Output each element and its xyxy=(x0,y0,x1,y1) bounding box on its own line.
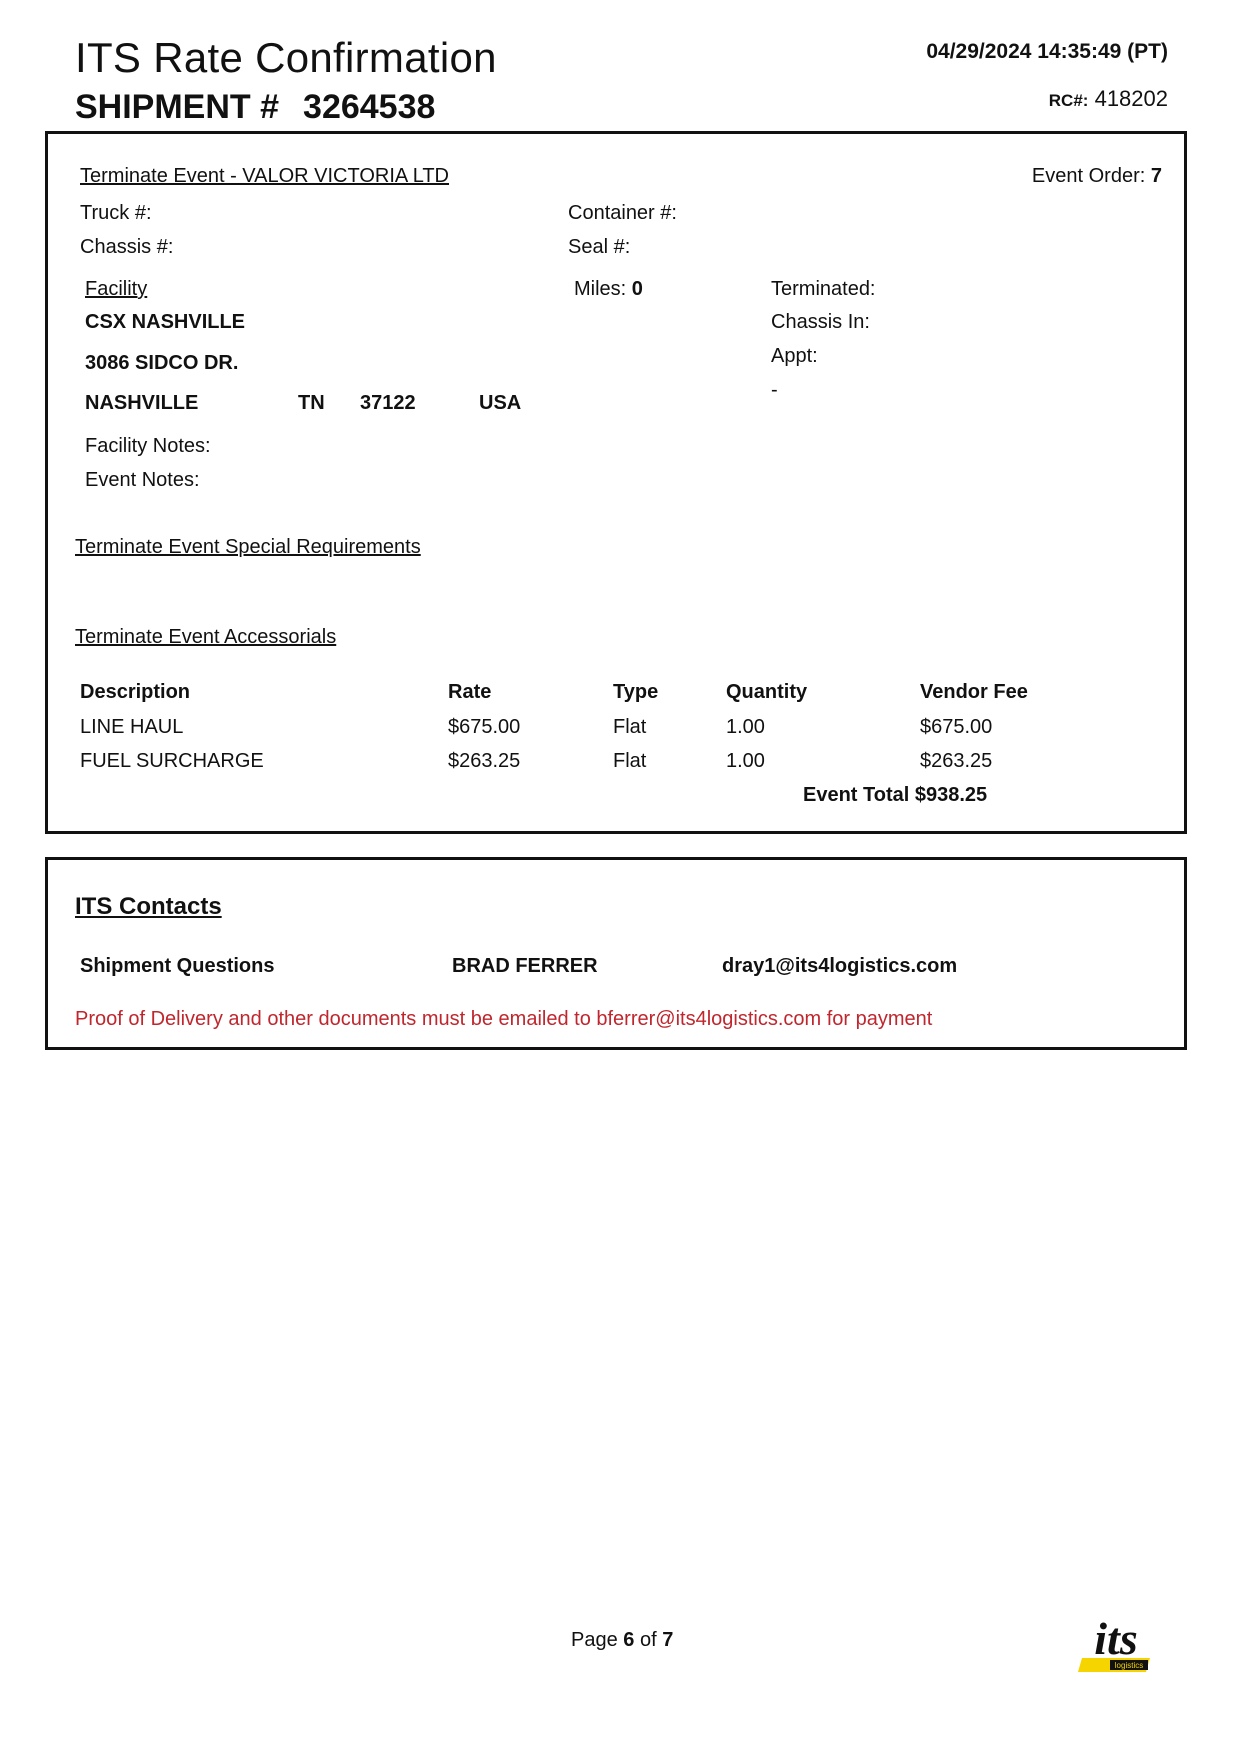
event-total xyxy=(803,784,987,807)
facility-notes-label: Facility Notes: xyxy=(85,435,211,457)
table-cell: Flat xyxy=(613,750,647,772)
shipment-line xyxy=(75,88,435,127)
facility-state: TN xyxy=(298,392,325,414)
table-cell: $263.25 xyxy=(448,750,521,772)
timestamp: 04/29/2024 14:35:49 (PT) xyxy=(926,40,1168,63)
seal-label: Seal #: xyxy=(568,236,631,258)
shipment-number: 3264538 xyxy=(303,88,436,126)
column-header-vendor-fee: Vendor Fee xyxy=(920,681,1028,703)
event-total-label: Event Total xyxy=(803,784,910,806)
table-cell: FUEL SURCHARGE xyxy=(80,750,264,772)
miles-label: Miles: xyxy=(574,278,627,300)
contact-email: dray1@its4logistics.com xyxy=(722,955,958,977)
rc-line xyxy=(1049,86,1168,112)
event-order-label: Event Order: xyxy=(1031,165,1146,187)
miles xyxy=(574,278,643,301)
column-header-description: Description xyxy=(80,681,191,703)
contact-name: BRAD FERRER xyxy=(452,955,598,977)
table-cell: LINE HAUL xyxy=(80,716,184,738)
page-prefix: Page xyxy=(571,1629,618,1651)
container-label: Container #: xyxy=(568,202,677,224)
table-cell: 1.00 xyxy=(726,750,765,772)
column-header-quantity: Quantity xyxy=(726,681,808,703)
shipment-label: SHIPMENT # xyxy=(75,88,280,126)
event-total-value: $938.25 xyxy=(914,784,988,806)
terminated-label: Terminated: xyxy=(771,278,876,300)
logo-sub-text: logistics xyxy=(1114,1661,1144,1670)
truck-label: Truck #: xyxy=(80,202,152,224)
page-current: 6 xyxy=(623,1629,635,1651)
facility-zip: 37122 xyxy=(360,392,416,414)
chassis-label: Chassis #: xyxy=(80,236,174,258)
appt-value: - xyxy=(771,379,778,401)
table-cell: $675.00 xyxy=(920,716,993,738)
page-total: 7 xyxy=(662,1629,674,1651)
event-order xyxy=(1032,165,1162,188)
its-logo xyxy=(1070,1610,1160,1676)
table-cell: $675.00 xyxy=(448,716,521,738)
table-cell: Flat xyxy=(613,716,647,738)
event-notes-label: Event Notes: xyxy=(85,469,200,491)
accessorials-heading: Terminate Event Accessorials xyxy=(75,626,337,648)
column-header-rate: Rate xyxy=(448,681,492,703)
facility-address: 3086 SIDCO DR. xyxy=(85,352,239,374)
logo-main-text: its xyxy=(1094,1613,1138,1664)
document-title: ITS Rate Confirmation xyxy=(75,34,497,81)
page-of: of xyxy=(639,1629,657,1651)
its-logo-graphic xyxy=(1070,1610,1160,1676)
appt-label: Appt: xyxy=(771,345,818,367)
chassis-in-label: Chassis In: xyxy=(771,311,870,333)
contacts-heading: ITS Contacts xyxy=(75,893,222,920)
rc-label: RC#: xyxy=(1048,91,1089,110)
facility-city: NASHVILLE xyxy=(85,392,199,414)
miles-value: 0 xyxy=(631,278,643,300)
contact-role: Shipment Questions xyxy=(80,955,275,977)
facility-country: USA xyxy=(479,392,522,414)
table-cell: 1.00 xyxy=(726,716,765,738)
facility-name: CSX NASHVILLE xyxy=(85,311,246,333)
table-cell: $263.25 xyxy=(920,750,993,772)
special-requirements-heading: Terminate Event Special Requirements xyxy=(75,536,421,558)
page-indicator xyxy=(571,1629,673,1652)
column-header-type: Type xyxy=(613,681,659,703)
rc-number: 418202 xyxy=(1094,86,1168,111)
event-order-value: 7 xyxy=(1150,165,1162,187)
facility-heading: Facility xyxy=(85,278,148,300)
event-heading: Terminate Event - VALOR VICTORIA LTD xyxy=(80,165,450,187)
payment-notice: Proof of Delivery and other documents must be emailed to bferrer@its4logistics.com for payment xyxy=(75,1008,933,1030)
